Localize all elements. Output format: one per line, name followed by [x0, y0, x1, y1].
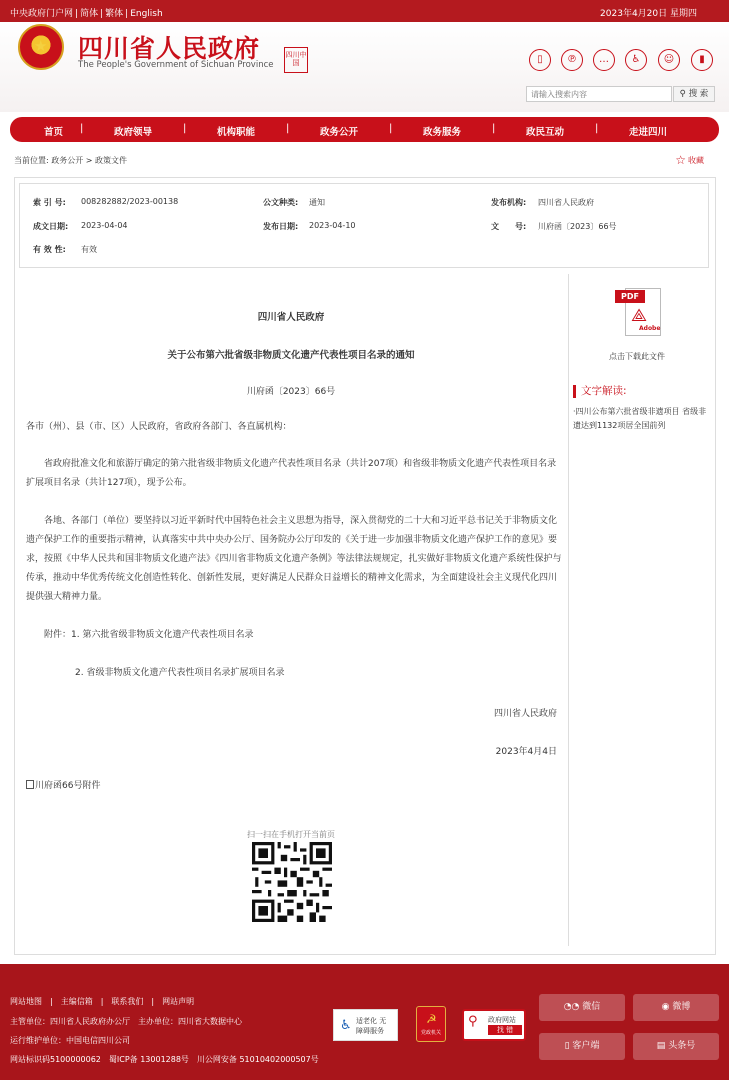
pdf-tag: PDF	[615, 290, 645, 303]
top-bar	[0, 0, 729, 22]
footer-ops: 运行维护单位：中国电信四川公司	[10, 1036, 130, 1045]
adobe-icon: ⟁	[631, 305, 648, 326]
doc-paragraph-2: 各地、各部门（单位）要坚持以习近平新时代中国特色社会主义思想为指导，深入贯彻党的二十大和习近平总书记关于非物质文化遗产保护工作的重要指示精神，认真落实中共中央办公厅、国务院办公厅印发的《关于进一步加强非物质文化遗产保护工作的意见》要求，按照《中华人民共和国非物质文化遗产法》《四川省非物质文化遗产条例》等法律法规规定，扎实做好非物质文化遗产系统性保护与传承，推动中华优秀传统文化创造性转化、创新性发展，更好满足人民群众日益增长的精神文化需求，为全面建设社会主义现代化四川提供强大精神力量。	[26, 516, 562, 602]
nav-sichuan[interactable]: 走进四川	[629, 127, 668, 138]
wechat-button[interactable]	[539, 994, 625, 1021]
interpret-link[interactable]: ·四川公布第六批省级非遗项目 省级非遗达到1132项居全国前列	[573, 407, 707, 430]
attachment-link[interactable]	[26, 777, 100, 796]
magnifier-icon: ⚲	[468, 1014, 478, 1029]
site-title[interactable]: 四川省人民政府	[78, 34, 261, 63]
separator: |	[75, 9, 79, 19]
doc-attachment-1: 附件：1. 第六批省级非物质文化遗产代表性项目名录	[44, 630, 254, 640]
accessibility-icon[interactable]: ♿	[625, 49, 647, 71]
doc-sign-date: 2023年4月4日	[495, 747, 557, 757]
elder-accessibility-badge[interactable]	[333, 1009, 398, 1041]
attachment-icon	[26, 780, 34, 789]
separator: |	[100, 9, 104, 19]
column-divider	[568, 274, 569, 946]
wechat-label: 微信	[582, 1002, 601, 1012]
national-emblem-icon: ★	[18, 24, 64, 70]
doc-paragraph-1: 省政府批准文化和旅游厅确定的第六批省级非物质文化遗产代表性项目名录（共计207项）和省级非物质文化遗产代表性项目名录扩展项目名录（共计127项），现予公布。	[26, 459, 557, 488]
toutiao-label: 头条号	[668, 1041, 696, 1051]
nav-separator: |	[80, 123, 84, 134]
link-central-gov[interactable]: 中央政府门户网	[10, 9, 74, 19]
footer-host: 主管单位：四川省人民政府办公厅 主办单位：四川省大数据中心	[10, 1017, 242, 1026]
current-date: 2023年4月20日 星期四	[600, 9, 697, 19]
breadcrumb	[14, 155, 127, 166]
validity-label: 有 效 性:	[33, 245, 66, 254]
find-error-label: 找 错	[488, 1025, 522, 1035]
footer-links[interactable]: 网站地图 | 主编信箱 | 联系我们 | 网站声明	[10, 997, 195, 1006]
attachment-link-label: 川府函66号附件	[35, 781, 101, 791]
collect-label: 收藏	[688, 156, 704, 165]
nav-separator: |	[286, 123, 290, 134]
search-icon: ⚲	[679, 89, 686, 99]
party-emblem-icon: ☭	[426, 1012, 437, 1026]
nav-separator: |	[389, 123, 393, 134]
interpret-title: 文字解读:	[573, 385, 627, 398]
publisher-value: 四川省人民政府	[538, 198, 594, 207]
search-input[interactable]	[526, 86, 672, 102]
download-link[interactable]: 点击下载此文件	[609, 352, 665, 361]
nav-home[interactable]: 首页	[44, 127, 64, 138]
wheelchair-icon: ♿	[340, 1018, 352, 1033]
toutiao-icon: ▤	[656, 1041, 666, 1051]
nav-openness[interactable]: 政务公开	[320, 127, 359, 138]
created-label: 成文日期:	[33, 222, 69, 231]
doc-greeting: 各市（州）、县（市、区）人民政府，省政府各部门、各直属机构：	[26, 422, 292, 432]
doc-no-value: 川府函〔2023〕66号	[538, 222, 617, 231]
top-links	[10, 6, 165, 19]
link-english[interactable]: English	[130, 9, 163, 19]
toutiao-button[interactable]	[633, 1033, 719, 1060]
nav-separator: |	[595, 123, 599, 134]
wechat-icon: ◔◔	[563, 1002, 580, 1012]
party-badge-label: 党政机关	[420, 1030, 441, 1036]
weibo-label: 微博	[672, 1002, 691, 1012]
weibo-icon[interactable]: ℗	[561, 49, 583, 71]
adobe-label: Adobe	[639, 325, 661, 332]
star-icon: ☆	[675, 153, 686, 167]
doc-signature: 四川省人民政府	[493, 709, 557, 719]
main-nav	[10, 117, 719, 142]
doc-issuer: 四川省人民政府	[257, 312, 325, 323]
site-title-en: The People's Government of Sichuan Province	[78, 60, 274, 70]
separator: |	[125, 9, 129, 19]
mobile-icon[interactable]: ▯	[529, 49, 551, 71]
nav-interaction[interactable]: 政民互动	[526, 127, 565, 138]
footer-ids: 网站标识码5100000062 蜀ICP备 13001288号 川公网安备 51010402000507号	[10, 1055, 319, 1064]
link-simplified[interactable]: 简体	[80, 9, 99, 19]
breadcrumb-path[interactable]: 政务公开 > 政策文件	[51, 156, 128, 165]
search-button[interactable]	[673, 86, 715, 102]
party-gov-badge[interactable]	[416, 1006, 446, 1042]
published-label: 发布日期:	[263, 222, 299, 231]
index-no-label: 索 引 号:	[33, 198, 66, 207]
published-value: 2023-04-10	[309, 221, 356, 230]
doc-no-label: 文 号:	[491, 222, 527, 231]
doc-type-value: 通知	[309, 198, 325, 207]
find-error-badge[interactable]	[462, 1009, 526, 1041]
search-button-label: 搜 索	[688, 89, 709, 99]
doc-attachment-2: 2. 省级非物质文化遗产代表性项目名录扩展项目名录	[75, 668, 285, 678]
app-icon[interactable]: ▮	[691, 49, 713, 71]
elder-badge-label: 适老化 无障碍服务	[356, 1017, 387, 1035]
nav-leaders[interactable]: 政府领导	[114, 127, 153, 138]
validity-value: 有效	[81, 245, 97, 254]
nav-separator: |	[183, 123, 187, 134]
collect-button[interactable]	[675, 153, 704, 167]
seal-logo: 四川中国	[284, 47, 308, 73]
doc-number: 川府函〔2023〕66号	[246, 387, 336, 397]
nav-functions[interactable]: 机构职能	[217, 127, 256, 138]
created-value: 2023-04-04	[81, 221, 128, 230]
doc-title: 关于公布第六批省级非物质文化遗产代表性项目名录的通知	[167, 350, 415, 361]
breadcrumb-label: 当前位置:	[14, 156, 49, 165]
pdf-download-icon[interactable]	[615, 288, 661, 338]
client-button[interactable]	[539, 1033, 625, 1060]
wechat-icon[interactable]: …	[593, 49, 615, 71]
index-no-value: 008282882/2023-00138	[81, 197, 179, 206]
publisher-label: 发布机构:	[491, 198, 527, 207]
nav-separator: |	[492, 123, 496, 134]
nav-services[interactable]: 政务服务	[423, 127, 462, 138]
link-traditional[interactable]: 繁体	[105, 9, 124, 19]
elder-care-icon[interactable]: ☺	[658, 49, 680, 71]
qr-caption: 扫一扫在手机打开当前页	[247, 830, 335, 839]
client-label: 客户端	[572, 1041, 600, 1051]
mobile-icon: ▯	[564, 1041, 570, 1051]
qr-code	[252, 842, 332, 922]
weibo-icon: ◉	[661, 1002, 670, 1012]
doc-type-label: 公文种类:	[263, 198, 299, 207]
weibo-button[interactable]	[633, 994, 719, 1021]
find-error-title: 政府网站	[488, 1016, 516, 1024]
